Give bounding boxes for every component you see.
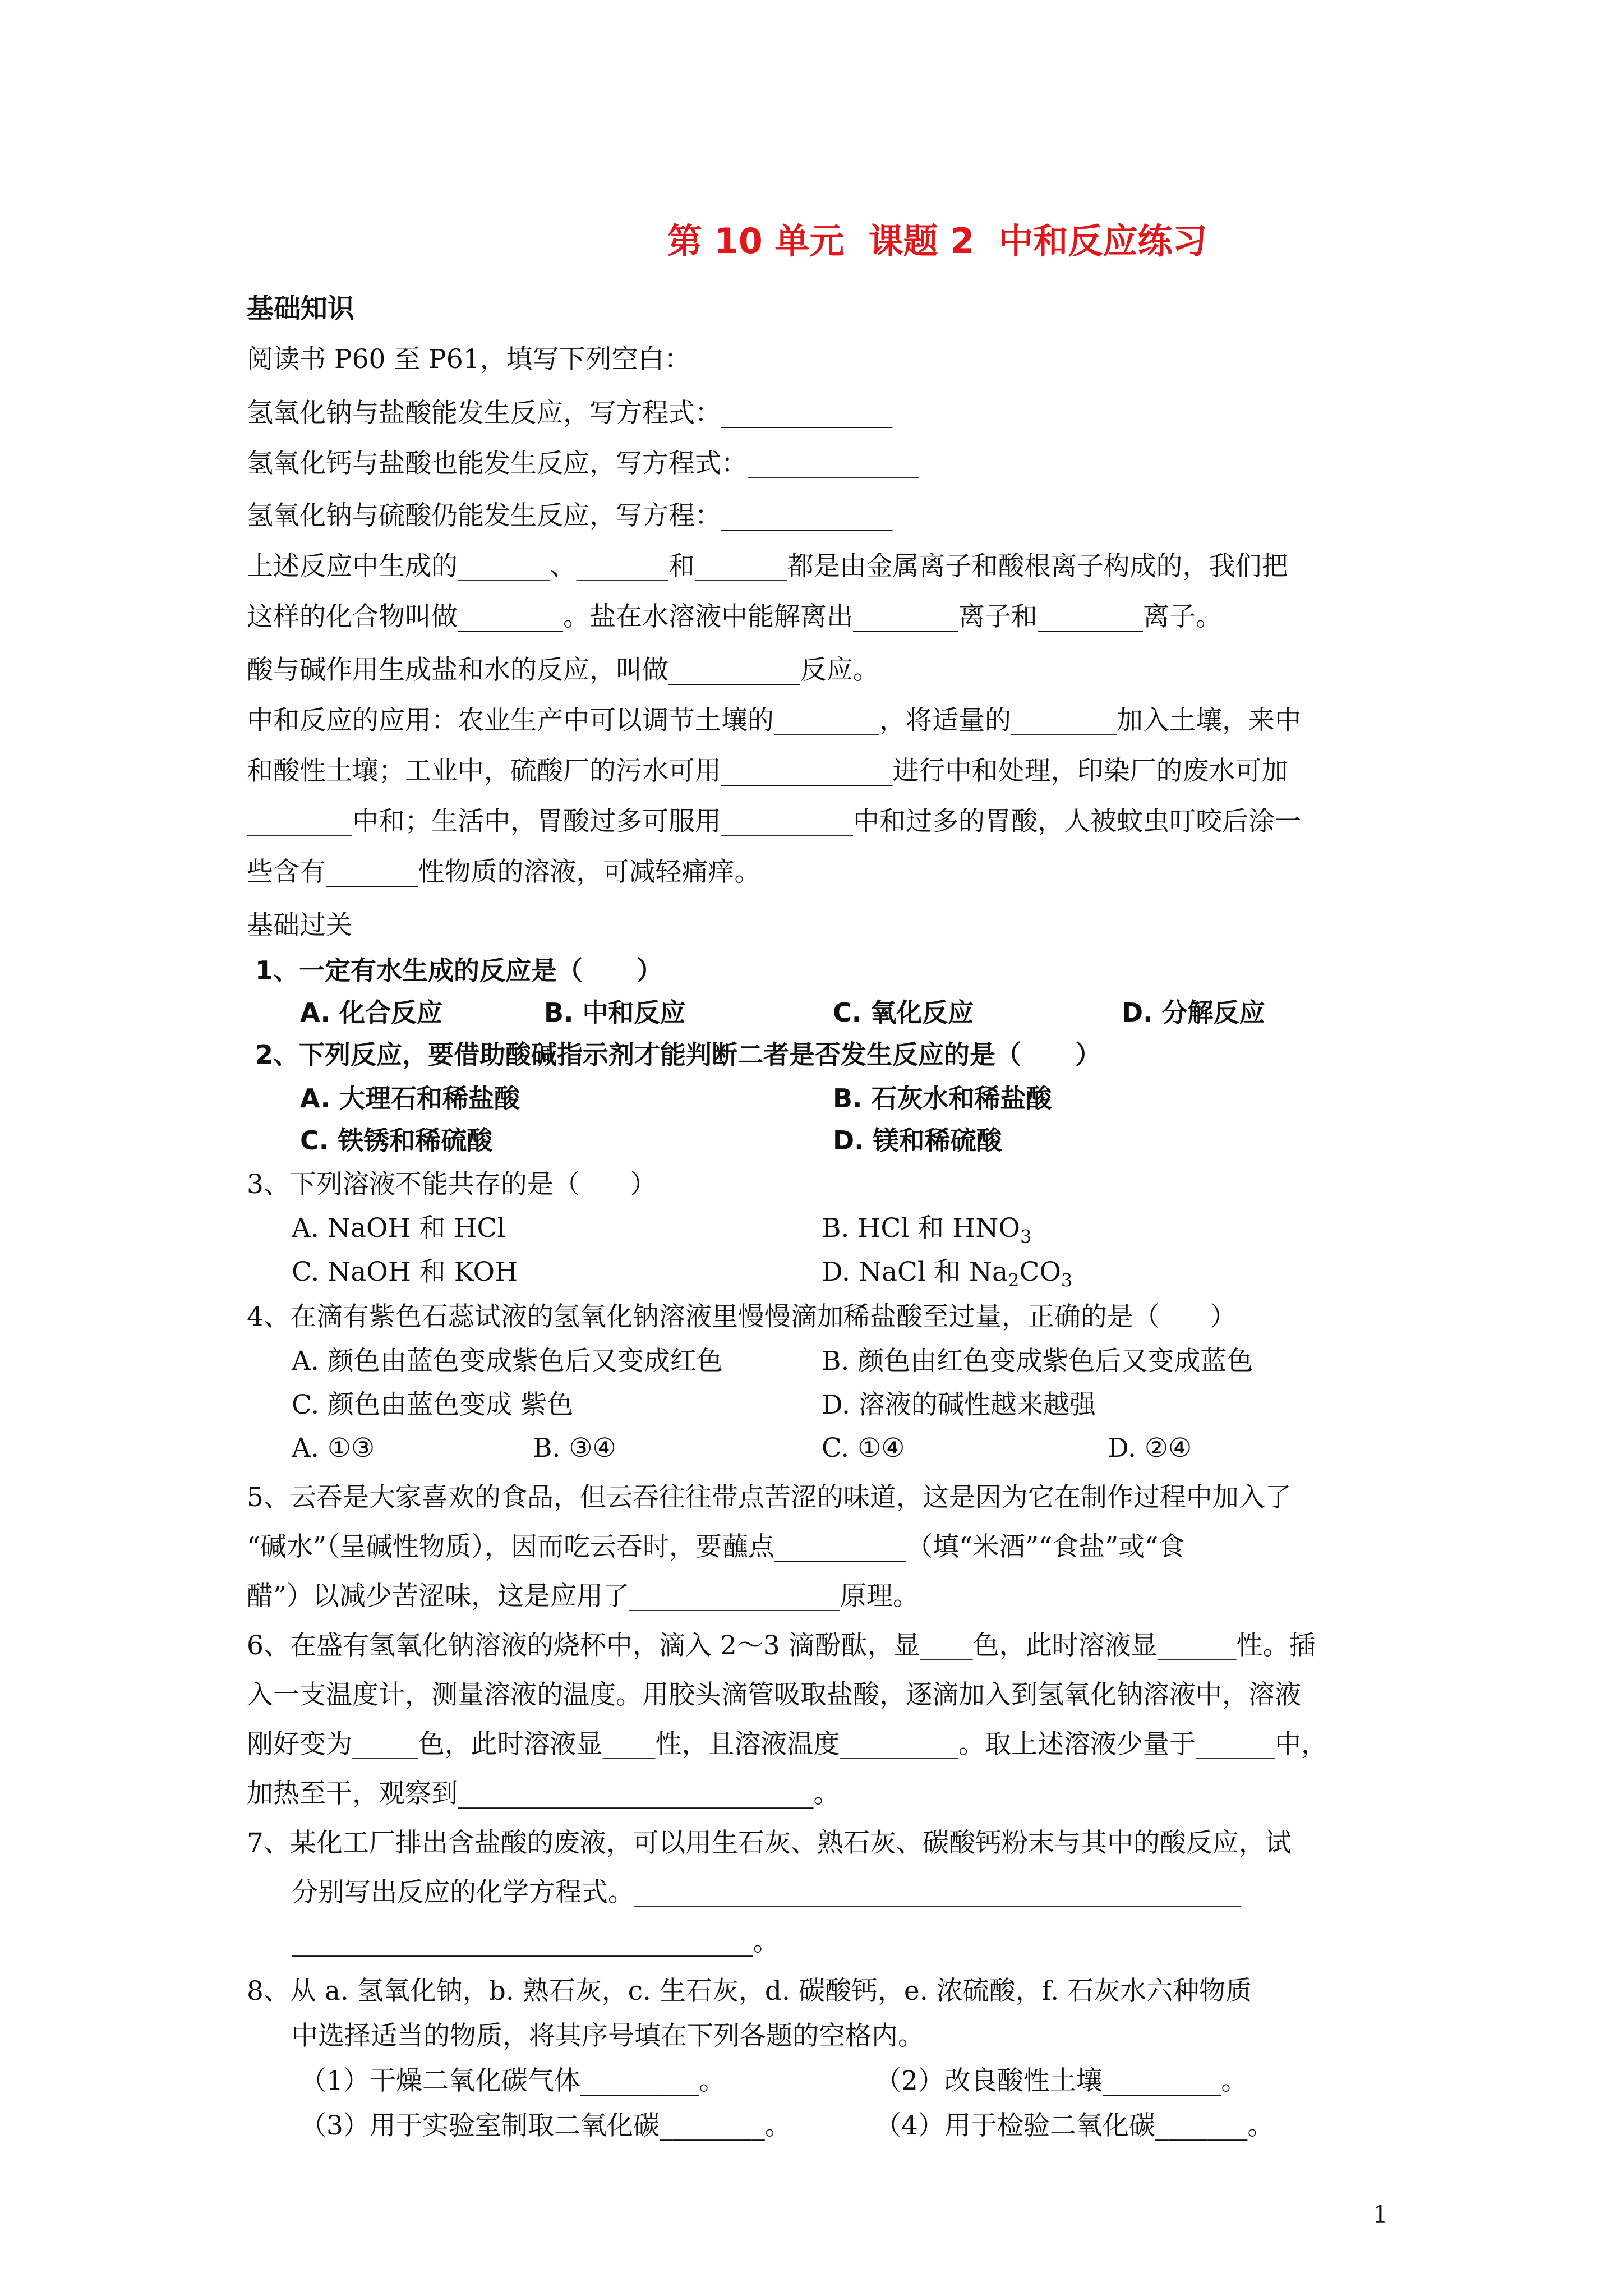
intro-line-6: 这样的化合物叫做________。盐在水溶液中能解离出________离子和________离子。 — [247, 601, 1222, 632]
q4-option-4: D. ②④ — [1108, 1433, 1192, 1464]
q1-option-b: B. 中和反应 — [544, 997, 686, 1028]
q1-option-a: A. 化合反应 — [300, 997, 442, 1028]
q6-line-4: 加热至干，观察到___________________________。 — [247, 1778, 840, 1809]
q2-option-b: B. 石灰水和稀盐酸 — [833, 1083, 1052, 1114]
q8-sub-4: （4）用于检验二氧化碳_______。 — [875, 2110, 1274, 2141]
q4-statement-d: D. 溶液的碱性越来越强 — [822, 1389, 1096, 1420]
q5-line-2: “碱水”（呈碱性物质），因而吃云吞时，要蘸点__________（填“米酒”“食盐”或“食 — [247, 1531, 1185, 1562]
q8-sub-2: （2）改良酸性土壤_________。 — [875, 2065, 1248, 2096]
q2-option-d: D. 镁和稀硫酸 — [833, 1125, 1002, 1156]
q3-option-c: C. NaOH 和 KOH — [292, 1257, 518, 1287]
q7-line-3: ___________________________________。 — [292, 1926, 780, 1957]
q5-line-3: 醋”）以减少苦涩味，这是应用了________________原理。 — [247, 1581, 920, 1612]
q8-sub-1: （1）干燥二氧化碳气体_________。 — [300, 2065, 726, 2096]
q2-stem: 2、下列反应，要借助酸碱指示剂才能判断二者是否发生反应的是（ ） — [255, 1039, 1101, 1070]
q3-option-d: D. NaCl 和 $Na_2CO_3$ — [822, 1257, 1073, 1291]
q6-line-2: 入一支温度计，测量溶液的温度。用胶头滴管吸取盐酸，逐滴加入到氢氧化钠溶液中，溶液 — [247, 1680, 1301, 1710]
q7-line-1: 7、某化工厂排出含盐酸的废液，可以用生石灰、熟石灰、碳酸钙粉末与其中的酸反应，试 — [247, 1828, 1292, 1858]
q4-option-3: C. ①④ — [822, 1433, 905, 1464]
q4-statement-a: A. 颜色由蓝色变成紫色后又变成红色 — [292, 1346, 723, 1377]
intro-line-7: 酸与碱作用生成盐和水的反应，叫做__________反应。 — [247, 655, 879, 685]
q6-line-1: 6、在盛有氢氧化钠溶液的烧杯中，滴入 2～3 滴酚酞，显____色，此时溶液显______性。插 — [247, 1630, 1316, 1661]
intro-line-9: 和酸性土壤；工业中，硫酸厂的污水可用_____________进行中和处理，印染厂的废水可加 — [247, 756, 1288, 786]
intro-line-10: ________中和；生活中，胃酸过多可服用__________中和过多的胃酸，人被蚊虫叮咬后涂一 — [247, 806, 1301, 837]
q1-option-d: D. 分解反应 — [1122, 997, 1265, 1028]
section-heading-pass: 基础过关 — [247, 910, 352, 941]
q4-option-1: A. ①③ — [292, 1433, 375, 1464]
q3-option-b: B. HCl 和 $HNO_3$ — [822, 1213, 1032, 1248]
q8-line-2: 中选择适当的物质，将其序号填在下列各题的空格内。 — [292, 2021, 924, 2051]
intro-line-2: 氢氧化钠与盐酸能发生反应，写方程式：_____________ — [247, 398, 893, 429]
q7-line-2: 分别写出反应的化学方程式。______________________________________________ — [292, 1877, 1241, 1908]
q2-option-a: A. 大理石和稀盐酸 — [300, 1083, 520, 1114]
q3-stem: 3、下列溶液不能共存的是（ ） — [247, 1169, 657, 1200]
q3-option-a: A. NaOH 和 HCl — [292, 1213, 506, 1244]
q2-option-c: C. 铁锈和稀硫酸 — [300, 1125, 493, 1156]
page-title: 第 10 单元 课题 2 中和反应练习 — [667, 220, 1207, 261]
q1-stem: 1、一定有水生成的反应是（ ） — [255, 955, 663, 986]
intro-line-8: 中和反应的应用：农业生产中可以调节土壤的________，将适量的________加入土壤，来中 — [247, 705, 1301, 736]
q4-statement-c: C. 颜色由蓝色变成 紫色 — [292, 1389, 574, 1420]
q8-line-1: 8、从 a. 氢氧化钠，b. 熟石灰，c. 生石灰，d. 碳酸钙，e. 浓硫酸，f. 石灰水六种物质 — [247, 1976, 1252, 2007]
q4-option-2: B. ③④ — [533, 1433, 616, 1464]
intro-line-3: 氢氧化钙与盐酸也能发生反应，写方程式：_____________ — [247, 448, 919, 479]
q8-sub-3: （3）用于实验室制取二氧化碳________。 — [300, 2110, 791, 2141]
intro-line-1: 阅读书 P60 至 P61，填写下列空白： — [247, 344, 691, 375]
intro-line-4: 氢氧化钠与硫酸仍能发生反应，写方程：_____________ — [247, 500, 893, 531]
page-number: 1 — [1373, 2201, 1388, 2228]
section-heading-basic: 基础知识 — [247, 293, 355, 324]
q1-option-c: C. 氧化反应 — [833, 997, 974, 1028]
q6-line-3: 刚好变为_____色，此时溶液显____性，且溶液温度_________。取上述溶液少量于______中， — [247, 1729, 1327, 1760]
q5-line-1: 5、云吞是大家喜欢的食品，但云吞往往带点苦涩的味道，这是因为它在制作过程中加入了 — [247, 1482, 1292, 1513]
intro-line-11: 些含有_______性物质的溶液，可减轻痛痒。 — [247, 857, 761, 887]
q4-stem: 4、在滴有紫色石蕊试液的氢氧化钠溶液里慢慢滴加稀盐酸至过量，正确的是（ ） — [247, 1301, 1237, 1332]
intro-line-5: 上述反应中生成的_______、_______和_______都是由金属离子和酸根离子构成的，我们把 — [247, 551, 1288, 582]
q4-statement-b: B. 颜色由红色变成紫色后又变成蓝色 — [822, 1346, 1253, 1377]
